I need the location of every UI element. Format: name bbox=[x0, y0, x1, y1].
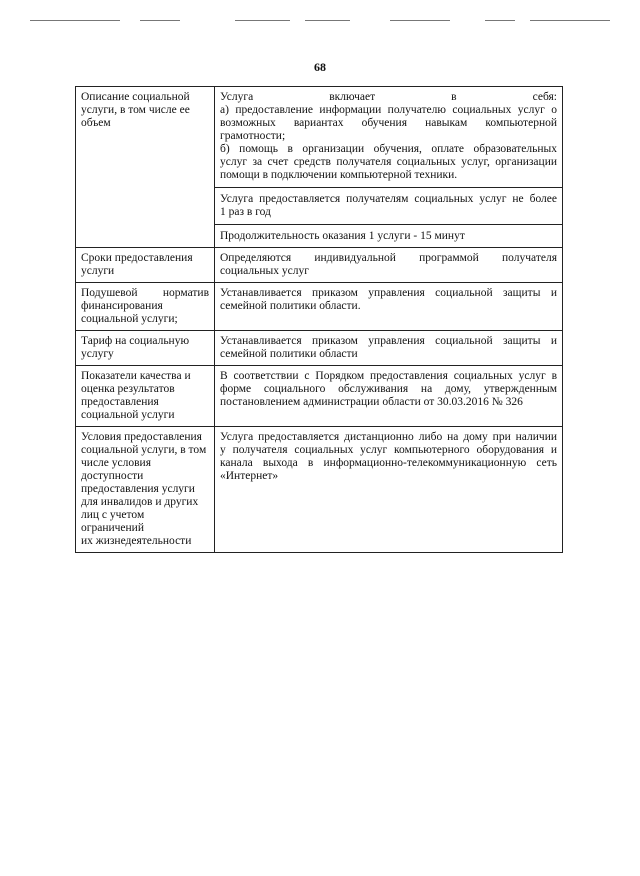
value-line: «Интернет» bbox=[220, 470, 279, 482]
row-value-cell bbox=[215, 248, 563, 283]
value-line: постановлением администрации области от 30.03.2016 № 326 bbox=[220, 396, 523, 408]
row-label-line: социальной услуги, в том bbox=[81, 444, 207, 456]
row-label-line: финансирования bbox=[81, 300, 163, 312]
row-label-cell bbox=[76, 248, 215, 283]
row-label-line: услугу bbox=[81, 348, 114, 360]
value-block bbox=[215, 335, 562, 361]
row-value-cell bbox=[215, 283, 563, 331]
value-line: б) помощь в организации обучения, оплате образовательных bbox=[220, 143, 557, 155]
value-line: Устанавливается приказом управления социальной защиты и bbox=[220, 287, 557, 299]
row-label-line: числе условия bbox=[81, 457, 151, 469]
row-label-line: Подушевой норматив bbox=[81, 287, 209, 299]
table-row bbox=[76, 248, 563, 283]
row-label-line: предоставления услуги bbox=[81, 483, 195, 495]
row-label-line: их жизнедеятельности bbox=[81, 535, 192, 547]
page-top-scan-lines bbox=[30, 20, 610, 24]
table-row bbox=[76, 87, 563, 248]
row-label-cell bbox=[76, 427, 215, 553]
value-line: семейной политики области bbox=[220, 348, 358, 360]
row-label-cell bbox=[76, 366, 215, 427]
value-line: Услуга включает в себя: bbox=[220, 91, 557, 103]
row-label-cell bbox=[76, 87, 215, 248]
value-block bbox=[215, 224, 562, 243]
value-line: Услуга предоставляется дистанционно либо на дому при наличии bbox=[220, 431, 557, 443]
value-block bbox=[215, 431, 562, 483]
value-block bbox=[215, 287, 562, 313]
row-label-line: Условия предоставления bbox=[81, 431, 202, 443]
table-row bbox=[76, 283, 563, 331]
row-value-cell bbox=[215, 427, 563, 553]
value-block bbox=[215, 252, 562, 278]
value-block bbox=[215, 370, 562, 409]
row-label-cell bbox=[76, 283, 215, 331]
row-label-line: лиц с учетом ограничений bbox=[81, 509, 145, 534]
value-line: семейной политики области. bbox=[220, 300, 361, 312]
value-line: Определяются индивидуальной программой получателя bbox=[220, 252, 557, 264]
table-row bbox=[76, 331, 563, 366]
value-line: возможных вариантах обучения навыкам компьютерной bbox=[220, 117, 557, 129]
row-label-line: для инвалидов и других bbox=[81, 496, 199, 508]
value-line: Продолжительность оказания 1 услуги - 15 минут bbox=[220, 230, 465, 242]
row-label-line: предоставления bbox=[81, 396, 159, 408]
page-number: 68 bbox=[314, 60, 326, 74]
value-line: Устанавливается приказом управления социальной защиты и bbox=[220, 335, 557, 347]
value-line: канала выхода в информационно-телекоммуникационную сеть bbox=[220, 457, 557, 469]
row-label-line: оценка результатов bbox=[81, 383, 175, 395]
table-row bbox=[76, 427, 563, 553]
row-label-line: услуги, в том числе ее bbox=[81, 104, 190, 116]
value-line: форме социального обслуживания на дому, утвержденным bbox=[220, 383, 557, 395]
row-label-line: объем bbox=[81, 117, 111, 129]
row-label-line: социальной услуги bbox=[81, 409, 175, 421]
value-line: услуг за счет средств получателя социальных услуг, организации bbox=[220, 156, 557, 168]
value-block bbox=[215, 187, 562, 219]
row-label-line: доступности bbox=[81, 470, 144, 482]
value-line: В соответствии с Порядком предоставления социальных услуг в bbox=[220, 370, 557, 382]
row-label-line: Тариф на социальную bbox=[81, 335, 190, 347]
row-value-cell bbox=[215, 87, 563, 248]
value-line: Услуга предоставляется получателям социальных услуг не более bbox=[220, 193, 557, 205]
row-label-line: услуги bbox=[81, 265, 115, 277]
row-label-cell bbox=[76, 331, 215, 366]
value-line: грамотности; bbox=[220, 130, 286, 142]
table-row bbox=[76, 366, 563, 427]
row-value-cell bbox=[215, 331, 563, 366]
value-line: помощи в подключении компьютерной техники. bbox=[220, 169, 458, 181]
row-label-line: социальной услуги; bbox=[81, 313, 178, 325]
value-line: 1 раз в год bbox=[220, 206, 271, 218]
row-label-line: Показатели качества и bbox=[81, 370, 191, 382]
value-line: социальных услуг bbox=[220, 265, 309, 277]
service-description-table bbox=[75, 86, 563, 553]
row-label-line: Сроки предоставления bbox=[81, 252, 193, 264]
row-label-line: Описание социальной bbox=[81, 91, 190, 103]
row-value-cell bbox=[215, 366, 563, 427]
value-line: у получателя социальных услуг компьютерного оборудования и bbox=[220, 444, 557, 456]
value-line: а) предоставление информации получателю социальных услуг о bbox=[220, 104, 557, 116]
value-block bbox=[215, 91, 562, 182]
